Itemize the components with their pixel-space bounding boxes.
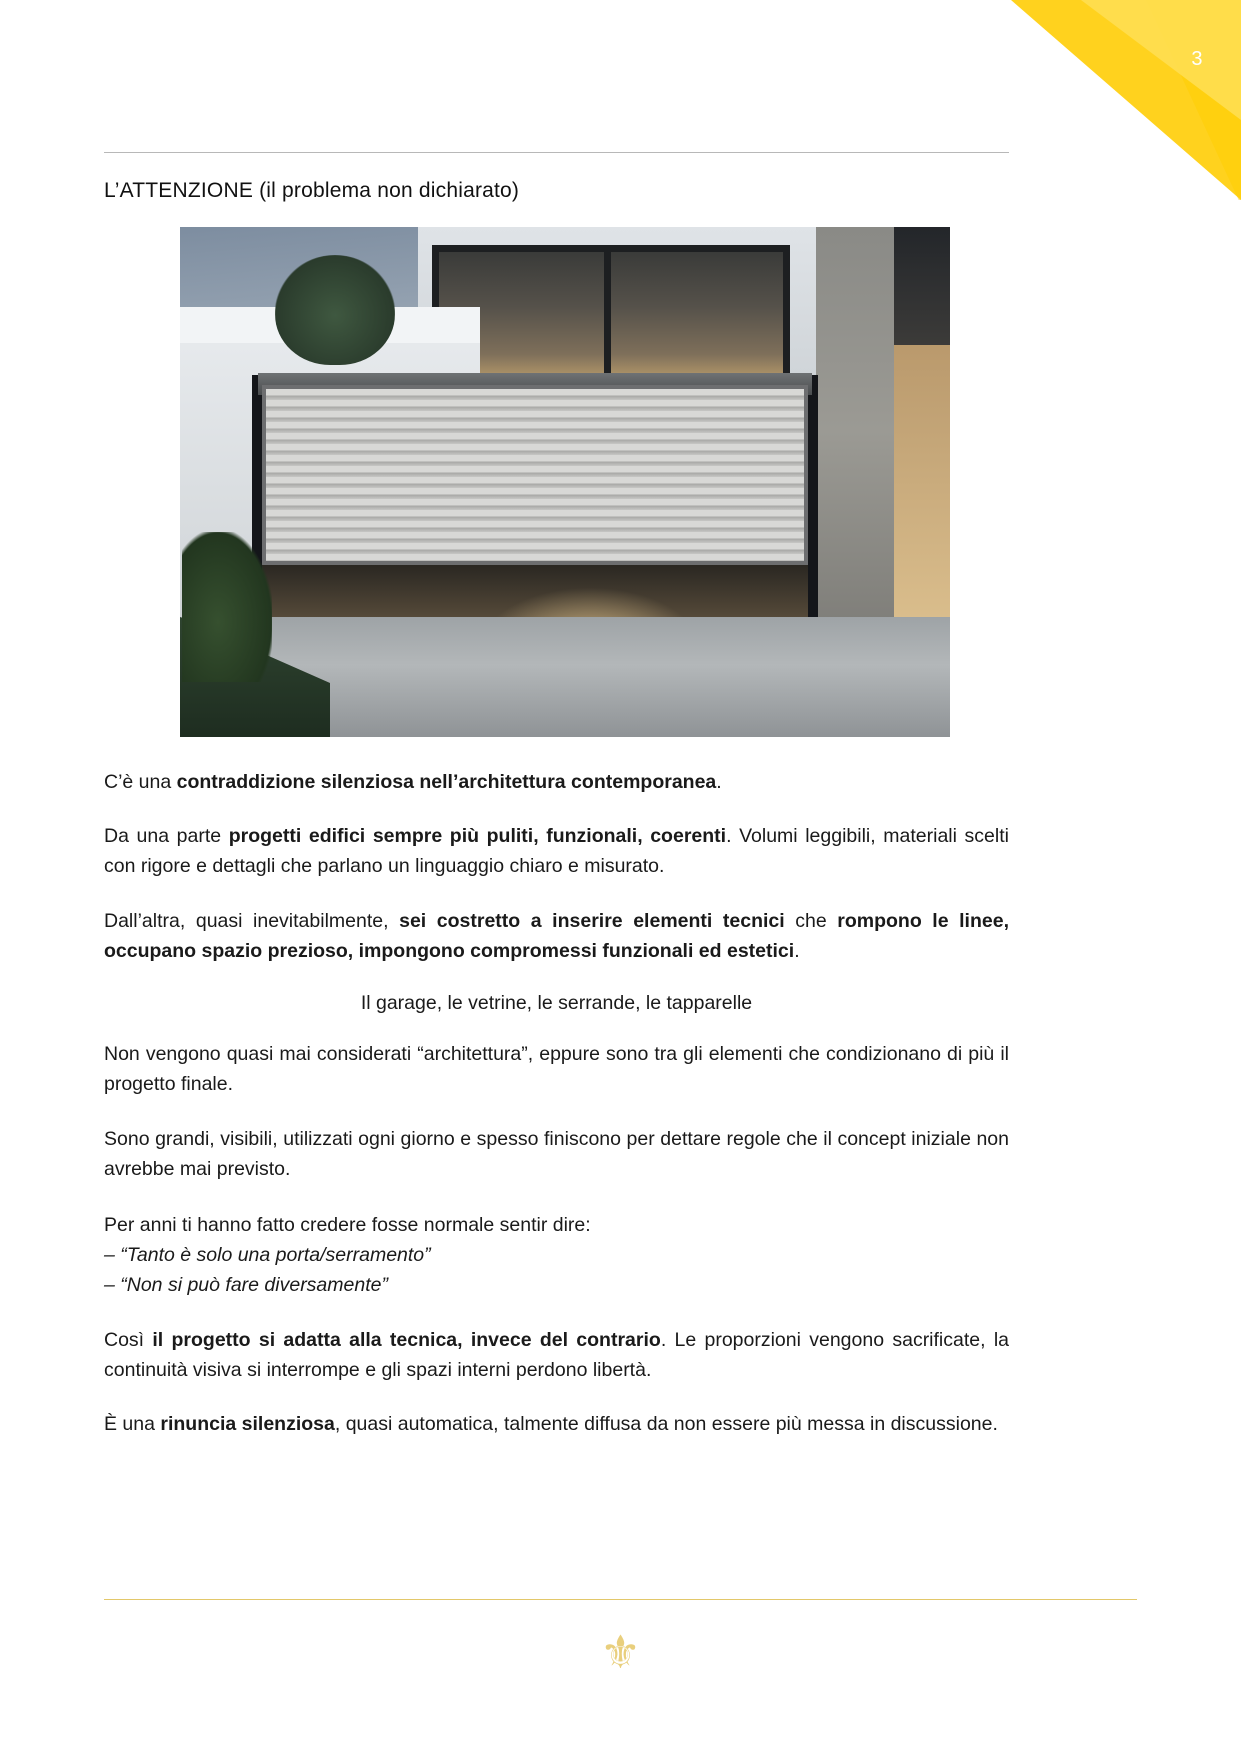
paragraph-8 xyxy=(104,1409,1009,1439)
p3-post: . xyxy=(794,939,800,962)
p8-post: , quasi automatica, talmente diffusa da non essere più messa in discussione. xyxy=(334,1413,998,1436)
quoted-phrase-2: – “Non si può fare diversamente” xyxy=(104,1274,388,1297)
section-title: L’ATTENZIONE (il problema non dichiarato) xyxy=(104,179,520,202)
quoted-phrases-block xyxy=(104,1210,1009,1301)
p1-bold: contraddizione silenziosa nell’architettura contemporanea xyxy=(176,771,717,793)
p7-post: . Le proporzioni vengono sacrificate, la continuità visiva si interrompe e gli spazi interni perdono libertà. xyxy=(104,1328,1010,1381)
interior-living-room xyxy=(894,345,950,635)
quoted-phrase-1: – “Tanto è solo una porta/serramento” xyxy=(104,1244,431,1267)
page-content xyxy=(104,0,1009,1439)
paragraph-2 xyxy=(104,821,1009,881)
paragraph-1 xyxy=(104,767,1009,797)
p1-pre: C’è una xyxy=(104,771,177,793)
p3-pre: Dall’altra, quasi inevitabilmente, xyxy=(104,909,400,932)
paragraph-4: Non vengono quasi mai considerati “architettura”, eppure sono tra gli elementi che condizionano di più il progetto finale. xyxy=(104,1043,1009,1096)
p1-post: . xyxy=(716,771,722,793)
paragraph-5: Sono grandi, visibili, utilizzati ogni giorno e spesso finiscono per dettare regole che il concept iniziale non avrebbe mai previsto. xyxy=(104,1127,1009,1180)
p3-bold-2: rompono le linee, occupano spazio prezioso, impongono compromessi funzionali ed estetici xyxy=(104,909,1009,962)
centered-callout: Il garage, le vetrine, le serrande, le tapparelle xyxy=(360,992,753,1015)
page-number: 3 xyxy=(1191,48,1203,70)
p7-pre: Così xyxy=(104,1328,153,1351)
p2-post: . Volumi leggibili, materiali scelti con rigore e dettagli che parlano un linguaggio chiaro e misurato. xyxy=(104,825,1009,878)
footer-divider xyxy=(104,1599,1137,1600)
p8-bold: rinuncia silenziosa xyxy=(160,1413,335,1436)
p3-bold: sei costretto a inserire elementi tecnici xyxy=(399,909,785,932)
header-divider xyxy=(104,152,1009,153)
corner-triangle-light xyxy=(1081,0,1241,120)
architecture-photo xyxy=(180,227,950,737)
paragraph-7 xyxy=(104,1325,1009,1385)
paragraph-3 xyxy=(104,906,1009,966)
rolling-shutter xyxy=(262,385,808,565)
p3-mid: che xyxy=(784,909,838,932)
p2-bold: progetti edifici sempre più puliti, funzionali, coerenti xyxy=(228,825,727,848)
p7-bold: il progetto si adatta alla tecnica, invece del contrario xyxy=(152,1328,661,1351)
brand-mark-icon: ⚜ xyxy=(599,1626,642,1678)
bush xyxy=(182,532,272,682)
p8-pre: È una xyxy=(104,1413,161,1436)
p2-pre: Da una parte xyxy=(104,825,229,848)
yellow-corner-decoration xyxy=(981,0,1241,200)
quoted-phrases-lead: Per anni ti hanno fatto credere fosse normale sentir dire: xyxy=(104,1213,591,1236)
tree xyxy=(275,255,395,365)
